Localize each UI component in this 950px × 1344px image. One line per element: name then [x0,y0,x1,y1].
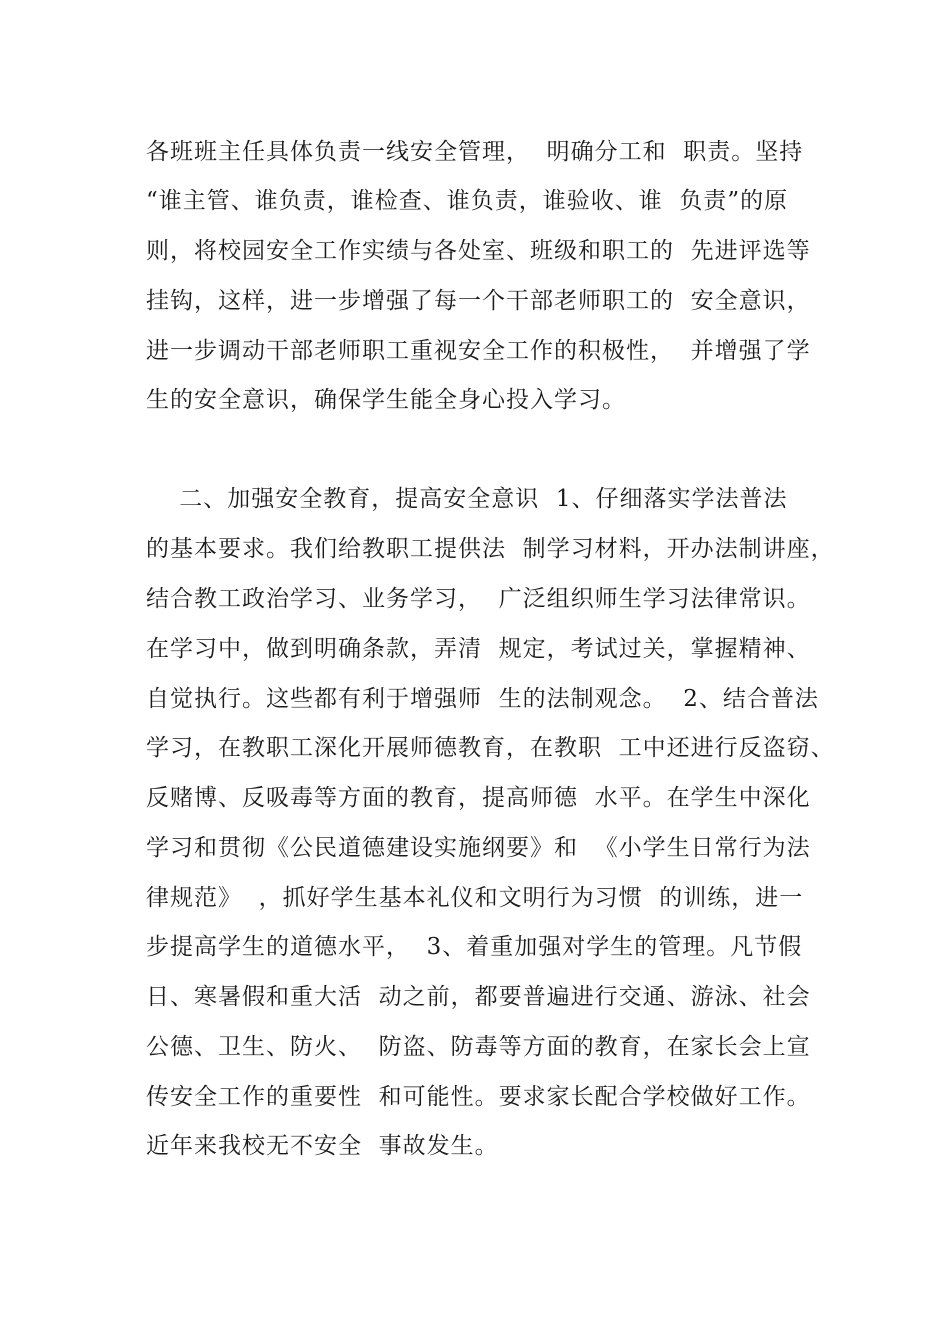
paragraph-1-line-2: “谁主管、谁负责，谁检查、谁负责，谁验收、谁 负责”的原 [146,188,789,214]
paragraph-2-line-10: 步提高学生的道德水平， 3、着重加强对学生的管理。凡节假 [146,934,803,960]
paragraph-2-line-3: 结合教工政治学习、业务学习， 广泛组织师生学习法律常识。 [146,586,811,612]
paragraph-1-line-3: 则，将校园安全工作实绩与各处室、班级和职工的 先进评选等 [146,238,811,264]
paragraph-1-line-6: 生的安全意识，确保学生能全身心投入学习。 [146,387,626,413]
paragraph-2-line-14: 近年来我校无不安全 事故发生。 [146,1133,499,1159]
paragraph-2-line-1: 二、加强安全教育，提高安全意识 1、仔细落实学法普法 [146,486,788,512]
paragraph-2-line-2: 的基本要求。我们给教职工提供法 制学习材料，开办法制讲座， [146,536,835,562]
paragraph-2-line-9: 律规范》 ，抓好学生基本礼仪和文明行为习惯 的训练，进一 [146,885,804,911]
paragraph-2-line-6: 学习，在教职工深化开展师德教育，在教职 工中还进行反盗窃、 [146,735,835,761]
paragraph-2-line-13: 传安全工作的重要性 和可能性。要求家长配合学校做好工作。 [146,1084,811,1110]
paragraph-2-line-5: 自觉执行。这些都有利于增强师 生的法制观念。 2、结合普法 [146,686,819,712]
paragraph-2-line-4: 在学习中，做到明确条款，弄清 规定，考试过关，掌握精神、 [146,636,811,662]
paragraph-2-line-8: 学习和贯彻《公民道德建设实施纲要》和 《小学生日常行为法 [146,835,811,861]
paragraph-1-line-1: 各班班主任具体负责一线安全管理， 明确分工和 职责。坚持 [146,139,804,165]
paragraph-2-line-7: 反赌博、反吸毒等方面的教育，提高师德 水平。在学生中深化 [146,785,811,811]
paragraph-1-line-5: 进一步调动干部老师职工重视安全工作的积极性， 并增强了学 [146,338,811,364]
paragraph-2-line-11: 日、寒暑假和重大活 动之前，都要普遍进行交通、游泳、社会 [146,984,811,1010]
paragraph-1-line-4: 挂钩，这样，进一步增强了每一个干部老师职工的 安全意识， [146,288,811,314]
paragraph-2-line-12: 公德、卫生、防火、 防盗、防毒等方面的教育，在家长会上宣 [146,1034,811,1060]
